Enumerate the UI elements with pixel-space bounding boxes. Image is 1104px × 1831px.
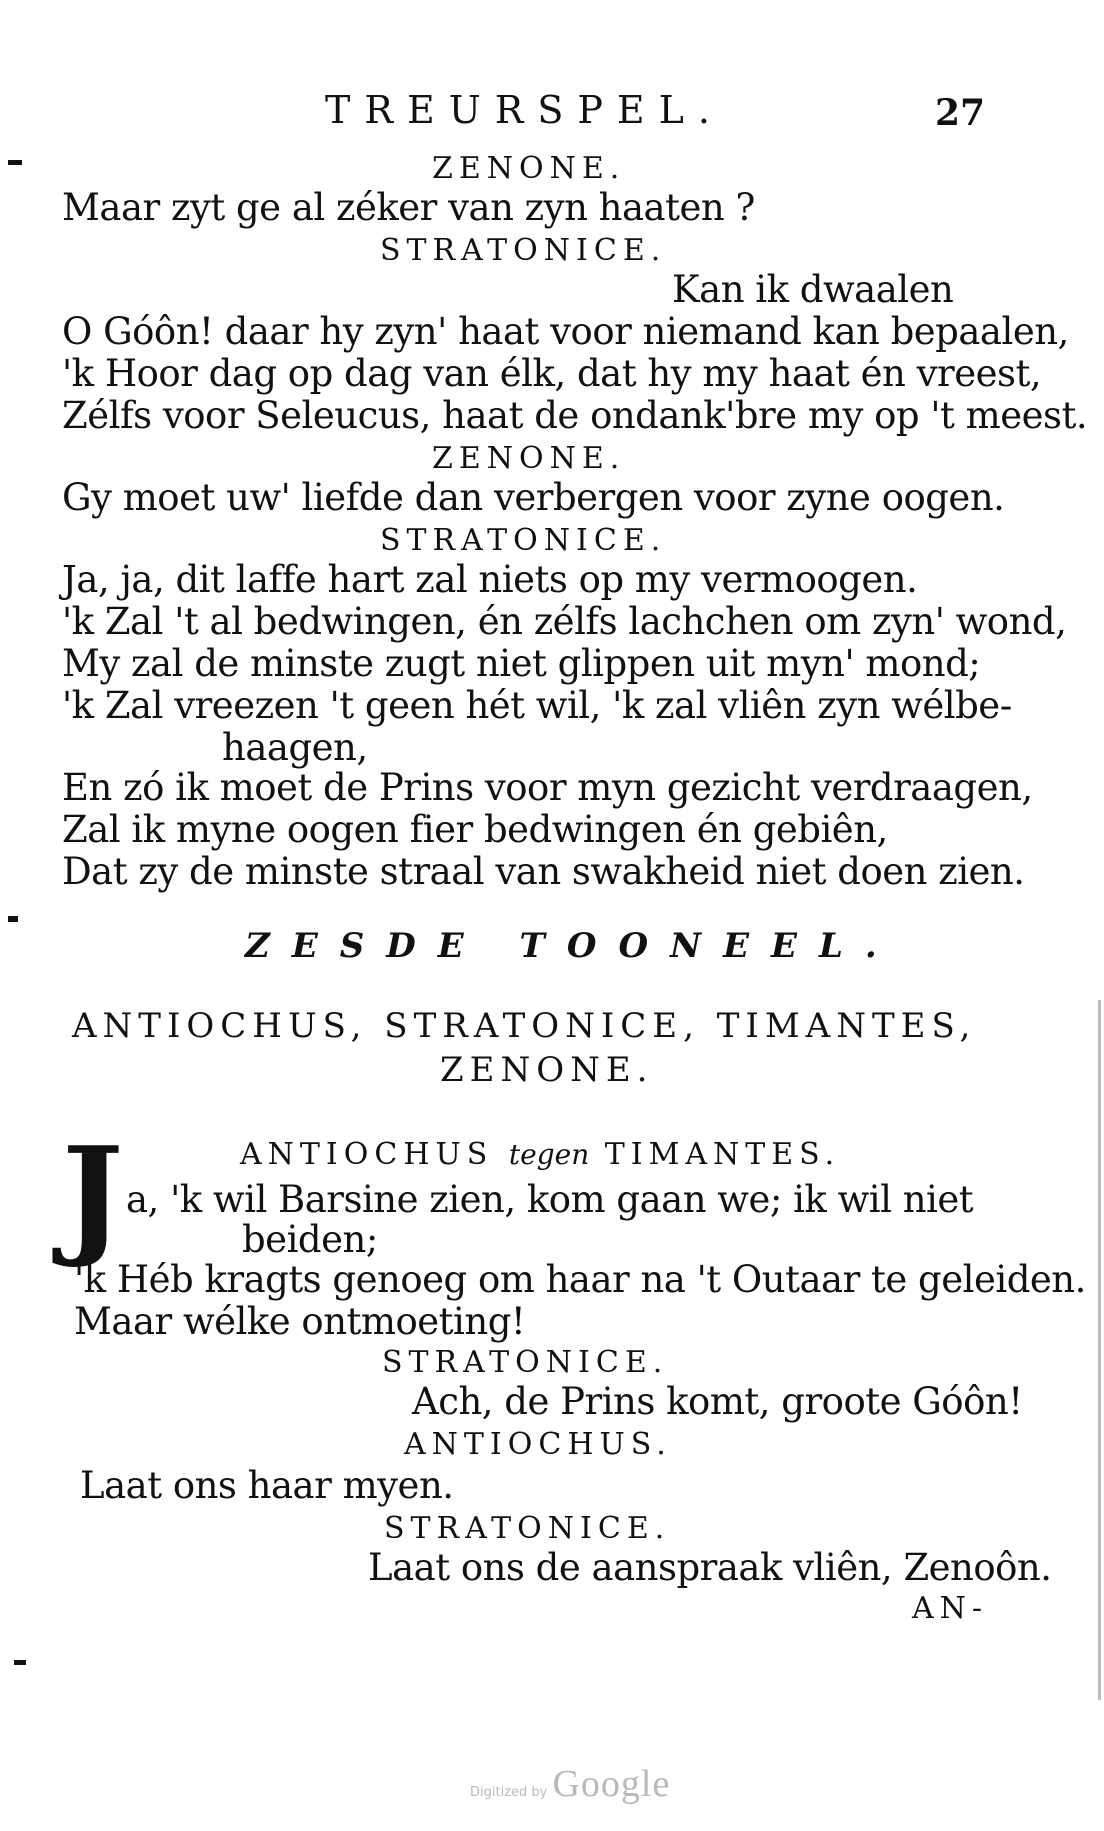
verse-line: Gy moet uw' liefde dan verbergen voor zyne oogen. bbox=[62, 476, 1005, 519]
speaker-name: ANTIOCHUS bbox=[240, 1137, 494, 1172]
verse-line: Maar wélke ontmoeting! bbox=[74, 1300, 526, 1343]
speaker-stratonice: STRATONICE. bbox=[384, 1511, 671, 1546]
speaker-zenone: ZENONE. bbox=[432, 151, 626, 186]
drop-cap: J bbox=[62, 1118, 124, 1271]
scene-title: ZESDE TOONEEL. bbox=[245, 926, 899, 966]
page-edge bbox=[1098, 1000, 1101, 1700]
verse-line: Laat ons de aanspraak vliên, Zenoôn. bbox=[368, 1546, 1052, 1589]
verse-line: O Góôn! daar hy zyn' haat voor niemand kan bepaalen, bbox=[62, 310, 1069, 353]
verse-line: Zélfs voor Seleucus, haat de ondank'bre my op 't meest. bbox=[62, 394, 1088, 437]
verse-line: Ach, de Prins komt, groote Góôn! bbox=[412, 1380, 1023, 1423]
verse-line: Dat zy de minste straal van swakheid niet doen zien. bbox=[62, 850, 1025, 893]
speaker-stratonice: STRATONICE. bbox=[380, 233, 667, 268]
page-number: 27 bbox=[935, 92, 986, 134]
running-title: TREURSPEL. bbox=[325, 88, 724, 132]
speaker-stratonice: STRATONICE. bbox=[382, 1345, 669, 1380]
digitization-watermark bbox=[470, 1762, 670, 1806]
speaker-target: TIMANTES. bbox=[604, 1137, 841, 1172]
verse-line: En zó ik moet de Prins voor myn gezicht verdraagen, bbox=[62, 766, 1033, 809]
watermark-logo: Google bbox=[552, 1763, 671, 1805]
verse-line: 'k Héb kragts genoeg om haar na 't Outaar te geleiden. bbox=[74, 1258, 1086, 1301]
verse-line: Laat ons haar myen. bbox=[80, 1464, 454, 1507]
verse-line: My zal de minste zugt niet glippen uit myn' mond; bbox=[62, 642, 981, 685]
scan-speck bbox=[14, 1660, 26, 1665]
verse-line: beiden; bbox=[242, 1218, 378, 1261]
cast-list-continued: ZENONE. bbox=[440, 1050, 654, 1090]
verse-line: 'k Zal 't al bedwingen, én zélfs lachchen om zyn' wond, bbox=[62, 600, 1067, 643]
verse-line: a, 'k wil Barsine zien, kom gaan we; ik wil niet bbox=[126, 1178, 974, 1221]
verse-line: haagen, bbox=[222, 726, 368, 769]
verse-line: Kan ik dwaalen bbox=[672, 268, 954, 311]
stage-direction: tegen bbox=[508, 1138, 590, 1171]
verse-line: 'k Zal vreezen 't geen hét wil, 'k zal vliên zyn wélbe- bbox=[62, 684, 1012, 727]
verse-line: Ja, ja, dit laffe hart zal niets op my vermoogen. bbox=[62, 558, 918, 601]
verse-line: Maar zyt ge al zéker van zyn haaten ? bbox=[62, 186, 755, 229]
speaker-stratonice: STRATONICE. bbox=[380, 523, 667, 558]
catchword: AN- bbox=[912, 1591, 989, 1626]
cast-list: ANTIOCHUS, STRATONICE, TIMANTES, bbox=[72, 1006, 977, 1046]
scan-speck bbox=[8, 160, 22, 165]
speaker-antiochus bbox=[240, 1136, 840, 1174]
verse-line: 'k Hoor dag op dag van élk, dat hy my haat én vreest, bbox=[62, 352, 1042, 395]
verse-line: Zal ik myne oogen fier bedwingen én gebiên, bbox=[62, 808, 888, 851]
speaker-antiochus: ANTIOCHUS. bbox=[404, 1427, 672, 1462]
watermark-prefix: Digitized by bbox=[470, 1785, 548, 1800]
speaker-zenone: ZENONE. bbox=[432, 441, 626, 476]
scan-speck bbox=[8, 916, 18, 922]
